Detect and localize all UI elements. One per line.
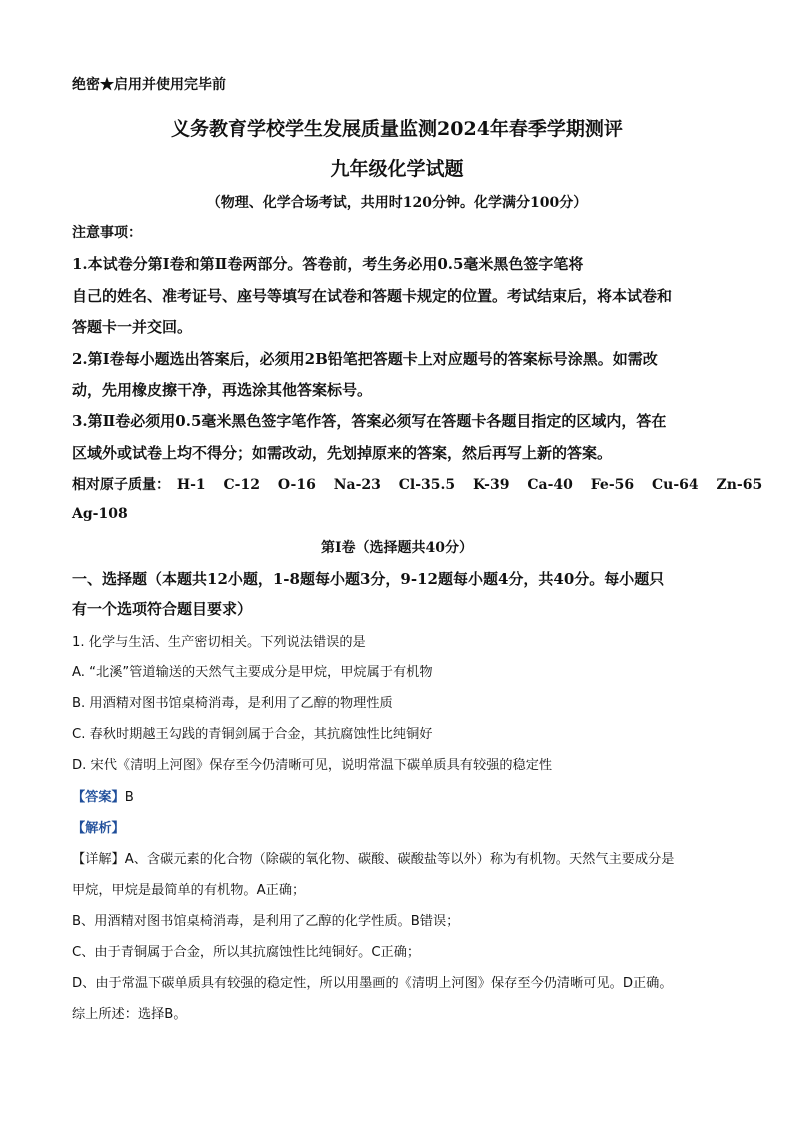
answer-summary: 综上所述：选择B。: [72, 1007, 187, 1022]
atomic-masses-label: 相对原子质量：: [72, 477, 170, 493]
atomic-mass-item: Fe-56: [590, 477, 635, 493]
notice-item-1-line-1: 1.本试卷分第Ⅰ卷和第Ⅱ卷两部分。答卷前，考生务必用0.5毫米黑色签字笔将: [72, 255, 584, 273]
atomic-mass-item: Ca-40: [527, 477, 573, 493]
answer-row: [72, 786, 134, 805]
analysis-label: 【解析】: [72, 821, 125, 836]
atomic-mass-item: O-16: [277, 477, 316, 493]
atomic-mass-item: C-12: [223, 477, 260, 493]
atomic-mass-item: Zn-65: [716, 477, 763, 493]
detail-line-2: 甲烷，甲烷是最简单的有机物。A正确；: [72, 883, 306, 898]
atomic-mass-item: H-1: [176, 477, 206, 493]
notice-item-3-line-2: 区域外或试卷上均不得分；如需改动，先划掉原来的答案，然后再写上新的答案。: [72, 444, 613, 462]
atomic-mass-last: Ag-108: [72, 506, 128, 522]
atomic-mass-item: Cu-64: [652, 477, 699, 493]
detail-line-3: B、用酒精对图书馆桌椅消毒，是利用了乙醇的化学性质。B错误；: [72, 914, 460, 929]
detail-line-4: C、由于青铜属于合金，所以其抗腐蚀性比纯铜好。C正确；: [72, 945, 421, 960]
atomic-mass-item: Cl-35.5: [398, 477, 456, 493]
notice-item-3-line-1: 3.第Ⅱ卷必须用0.5毫米黑色签字笔作答，答案必须写在答题卡各题目指定的区域内，答在: [72, 412, 667, 430]
exam-note: （物理、化学合场考试，共用时120分钟。化学满分100分）: [206, 195, 588, 211]
notice-item-1-line-3: 答题卡一并交回。: [72, 318, 193, 336]
exam-title: 义务教育学校学生发展质量监测2024年春季学期测评: [171, 118, 623, 140]
question-1-option-d: D. 宋代《清明上河图》保存至今仍清晰可见，说明常温下碳单质具有较强的稳定性: [72, 758, 553, 773]
answer-label: 【答案】: [72, 790, 125, 805]
atomic-masses-row: [72, 474, 775, 494]
detail-line-5: D、由于常温下碳单质具有较强的稳定性，所以用墨画的《清明上河图》保存至今仍清晰可见。D正确。: [72, 976, 673, 991]
notice-item-2-line-1: 2.第Ⅰ卷每小题选出答案后，必须用2B铅笔把答题卡上对应题号的答案标号涂黑。如需改: [72, 350, 658, 368]
notice-heading: 注意事项：: [72, 225, 142, 241]
section-title: 第Ⅰ卷（选择题共40分）: [320, 540, 474, 556]
part-heading-line-1: 一、选择题（本题共12小题，1-8题每小题3分，9-12题每小题4分，共40分。每小题只: [72, 570, 665, 588]
atomic-mass-item: K-39: [473, 477, 510, 493]
atomic-mass-item: Na-23: [333, 477, 381, 493]
question-1-option-c: C. 春秋时期越王勾践的青铜剑属于合金，其抗腐蚀性比纯铜好: [72, 727, 433, 742]
question-1-option-b: B. 用酒精对图书馆桌椅消毒，是利用了乙醇的物理性质: [72, 696, 393, 711]
confidential-mark: 绝密★启用并使用完毕前: [72, 77, 226, 93]
question-1-option-a: A. “北溪”管道输送的天然气主要成分是甲烷，甲烷属于有机物: [72, 665, 433, 680]
question-1-stem: 1. 化学与生活、生产密切相关。下列说法错误的是: [72, 635, 366, 650]
detail-line-1: 【详解】A、含碳元素的化合物（除碳的氧化物、碳酸、碳酸盐等以外）称为有机物。天然气主要成分是: [72, 852, 675, 867]
notice-item-2-line-2: 动，先用橡皮擦干净，再选涂其他答案标号。: [72, 381, 373, 399]
notice-item-1-line-2: 自己的姓名、准考证号、座号等填写在试卷和答题卡规定的位置。考试结束后，将本试卷和: [72, 287, 673, 305]
answer-value: B: [124, 790, 134, 805]
exam-subtitle: 九年级化学试题: [330, 158, 464, 180]
part-heading-line-2: 有一个选项符合题目要求）: [72, 600, 253, 618]
